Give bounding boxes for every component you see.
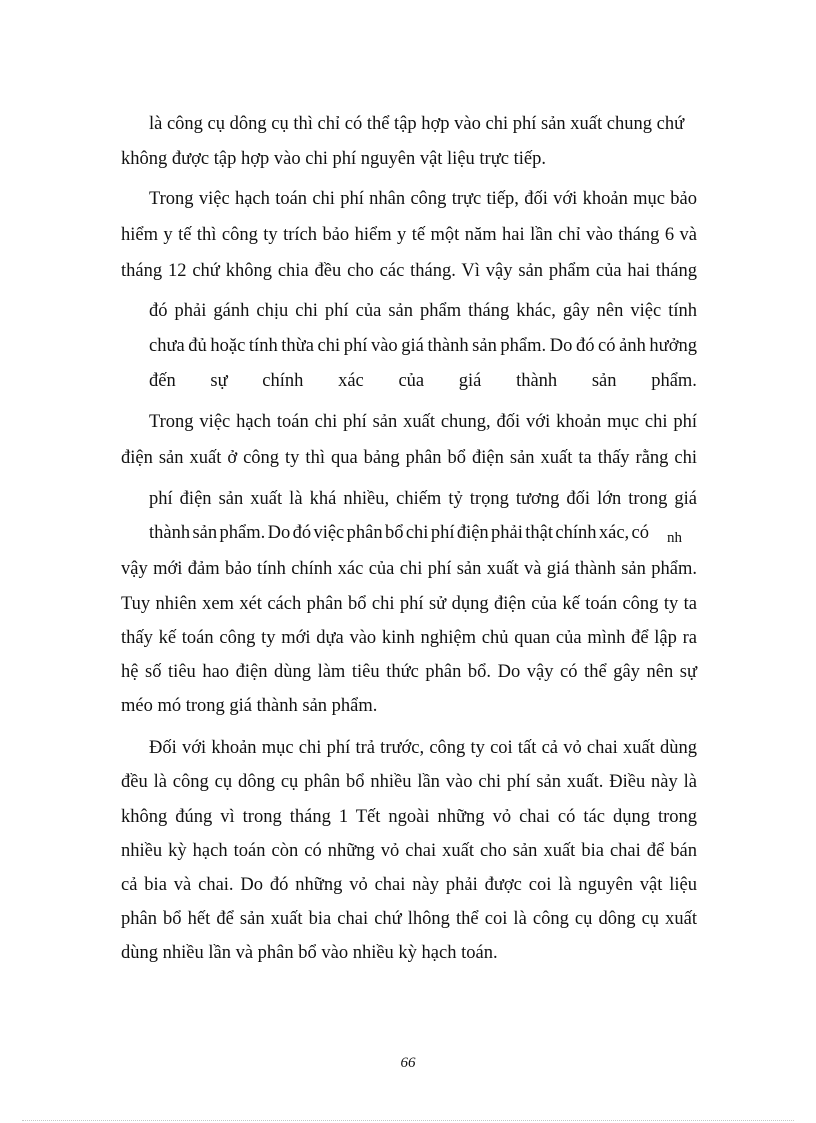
- page-number: 66: [400, 1055, 416, 1071]
- paragraph-2-line-6: [149, 370, 697, 392]
- paragraph-2-line-4: đó phải gánh chịu chi phí của sản phẩm tháng khác, gây nên việc tính: [149, 301, 697, 321]
- paragraph-4-line-5: cả bia và chai. Do đó những vỏ chai này phải được coi là nguyên vật liệu: [121, 875, 697, 895]
- paragraph-3-line-4-suffix: nh: [667, 530, 682, 546]
- paragraph-3-line-7: thấy kế toán công ty mới dựa vào kinh nghiệm chủ quan của mình để lập ra: [121, 628, 697, 648]
- word: phẩm.: [651, 371, 697, 391]
- paragraph-4-line-4: nhiều kỳ hạch toán còn có những vỏ chai xuất cho sản xuất bia chai để bán: [121, 841, 697, 861]
- word: sản: [591, 371, 617, 391]
- word: giá: [458, 371, 482, 391]
- paragraph-3-line-2: điện sản xuất ở công ty thì qua bảng phân bổ điện sản xuất ta thấy rằng chi: [121, 448, 697, 468]
- paragraph-2-line-5: chưa đủ hoặc tính thừa chi phí vào giá thành sản phẩm. Do đó có ảnh hưởng: [149, 336, 697, 356]
- paragraph-4-line-2: đều là công cụ dông cụ phân bổ nhiều lần vào chi phí sản xuất. Điều này là: [121, 772, 697, 792]
- word: xác: [338, 371, 364, 391]
- paragraph-3-line-1: Trong việc hạch toán chi phí sản xuất chung, đối với khoản mục chi phí: [149, 412, 697, 432]
- paragraph-1-line-2: không được tập hợp vào chi phí nguyên vật liệu trực tiếp.: [121, 149, 546, 169]
- paragraph-4-line-7: dùng nhiều lần và phân bổ vào nhiều kỳ hạch toán.: [121, 943, 498, 963]
- paragraph-3-line-5: vậy mới đảm bảo tính chính xác của chi phí sản xuất và giá thành sản phẩm.: [121, 559, 697, 579]
- paragraph-3-line-3: phí điện sản xuất là khá nhiều, chiếm tỷ trọng tương đối lớn trong giá: [149, 489, 697, 509]
- word: của: [398, 371, 425, 391]
- word: thành: [516, 371, 558, 391]
- paragraph-4-line-3: không đúng vì trong tháng 1 Tết ngoài những vỏ chai có tác dụng trong: [121, 807, 697, 827]
- word: sự: [210, 371, 228, 391]
- paragraph-3-line-8: hệ số tiêu hao điện dùng làm tiêu thức phân bổ. Do vậy có thể gây nên sự: [121, 662, 697, 682]
- paragraph-4-line-1: Đối với khoản mục chi phí trả trước, công ty coi tất cả vỏ chai xuất dùng: [149, 738, 697, 758]
- paragraph-2-line-1: Trong việc hạch toán chi phí nhân công trực tiếp, đối với khoản mục bảo: [149, 189, 697, 209]
- paragraph-4-line-6: phân bổ hết để sản xuất bia chai chứ lhông thể coi là công cụ dông cụ xuất: [121, 909, 697, 929]
- page-bottom-divider: [22, 1120, 794, 1121]
- paragraph-3-line-6: Tuy nhiên xem xét cách phân bổ chi phí sử dụng điện của kế toán công ty ta: [121, 594, 697, 614]
- paragraph-2-line-2: hiểm y tế thì công ty trích bảo hiểm y tế một năm hai lần chỉ vào tháng 6 và: [121, 225, 697, 245]
- word: chính: [262, 371, 304, 391]
- word: đến: [149, 371, 176, 391]
- paragraph-3-line-9: méo mó trong giá thành sản phẩm.: [121, 696, 378, 716]
- paragraph-1-line-1: là công cụ dông cụ thì chỉ có thể tập hợp vào chi phí sản xuất chung chứ: [149, 114, 685, 134]
- paragraph-2-line-3: tháng 12 chứ không chia đều cho các tháng. Vì vậy sản phẩm của hai tháng: [121, 261, 697, 281]
- paragraph-3-line-4: thành sản phẩm. Do đó việc phân bổ chi phí điện phải thật chính xác, có: [149, 523, 649, 543]
